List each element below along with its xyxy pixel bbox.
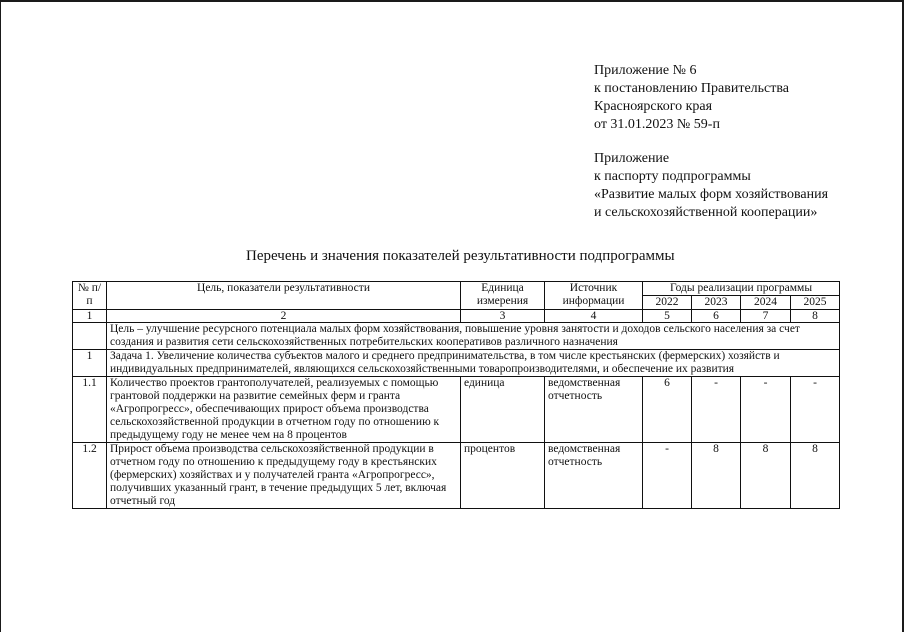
header-year: 2023 [692,296,741,310]
task-row [73,350,840,377]
header-years-group: Годы реализации программы [643,282,840,296]
table-row [73,443,840,509]
row-value-2025: - [791,377,840,443]
annex-line: к постановлению Правительства [594,81,790,96]
row-value-2022: 6 [643,377,692,443]
annex-line: и сельскохозяйственной кооперации» [594,205,818,220]
column-number: 4 [545,310,643,323]
header-year: 2025 [791,296,840,310]
indicators-table [72,281,840,509]
column-number-row [73,310,840,323]
row-unit: единица [461,377,545,443]
column-number: 8 [791,310,840,323]
annex-block-passport [594,150,894,222]
column-number: 5 [643,310,692,323]
annex-line: Приложение [594,151,670,166]
header-source: Источник информации [545,282,643,310]
task-num: 1 [73,350,107,377]
annex-block-decree [594,62,894,134]
column-number: 3 [461,310,545,323]
row-value-2025: 8 [791,443,840,509]
row-unit: процентов [461,443,545,509]
row-source: ведомственная отчетность [545,443,643,509]
goal-row [73,323,840,350]
header-unit: Единица измерения [461,282,545,310]
column-number: 2 [107,310,461,323]
row-value-2023: 8 [692,443,741,509]
row-source: ведомственная отчетность [545,377,643,443]
header-goal: Цель, показатели результативности [107,282,461,310]
row-name: Количество проектов грантополучателей, реализуемых с помощью грантовой поддержки на развитие семейных ферм и гранта «Агропрогресс», обеспечивающих прирост объема производства сельскохозяйственной продукции в отчетном году по отношению к предыдущему году не менее чем на 8 процентов [107,377,461,443]
header-year: 2022 [643,296,692,310]
goal-text: Цель – улучшение ресурсного потенциала малых форм хозяйствования, повышение уровня занятости и доходов сельского населения за счет создания и развития сети сельскохозяйственных потребительских кооперативов различного назначения [107,323,840,350]
document-title: Перечень и значения показателей результативности подпрограммы [246,248,675,264]
header-year: 2024 [741,296,791,310]
goal-row-num [73,323,107,350]
annex-line: «Развитие малых форм хозяйствования [594,187,829,202]
task-text: Задача 1. Увеличение количества субъектов малого и среднего предпринимательства, в том числе крестьянских (фермерских) хозяйств и индивидуальных предпринимателей, являющихся сельскохозяйственными товаропроизводителями, и обеспечение их развития [107,350,840,377]
header-row [73,282,840,296]
column-number: 1 [73,310,107,323]
column-number: 7 [741,310,791,323]
annex-line: к паспорту подпрограммы [594,169,751,184]
row-num: 1.1 [73,377,107,443]
row-value-2023: - [692,377,741,443]
header-num: № п/п [73,282,107,310]
table-row [73,377,840,443]
annex-header [594,62,894,222]
row-name: Прирост объема производства сельскохозяйственной продукции в отчетном году по отношению к предыдущему году в крестьянских (фермерских) хозяйствах и у получателей гранта «Агропрогресс», получивших указанный грант, в течение предыдущих 5 лет, включая отчетный год [107,443,461,509]
row-value-2022: - [643,443,692,509]
row-num: 1.2 [73,443,107,509]
annex-line: Красноярского края [594,99,713,114]
row-value-2024: - [741,377,791,443]
annex-line: Приложение № 6 [594,63,697,78]
row-value-2024: 8 [741,443,791,509]
annex-line: от 31.01.2023 № 59-п [594,117,720,132]
column-number: 6 [692,310,741,323]
